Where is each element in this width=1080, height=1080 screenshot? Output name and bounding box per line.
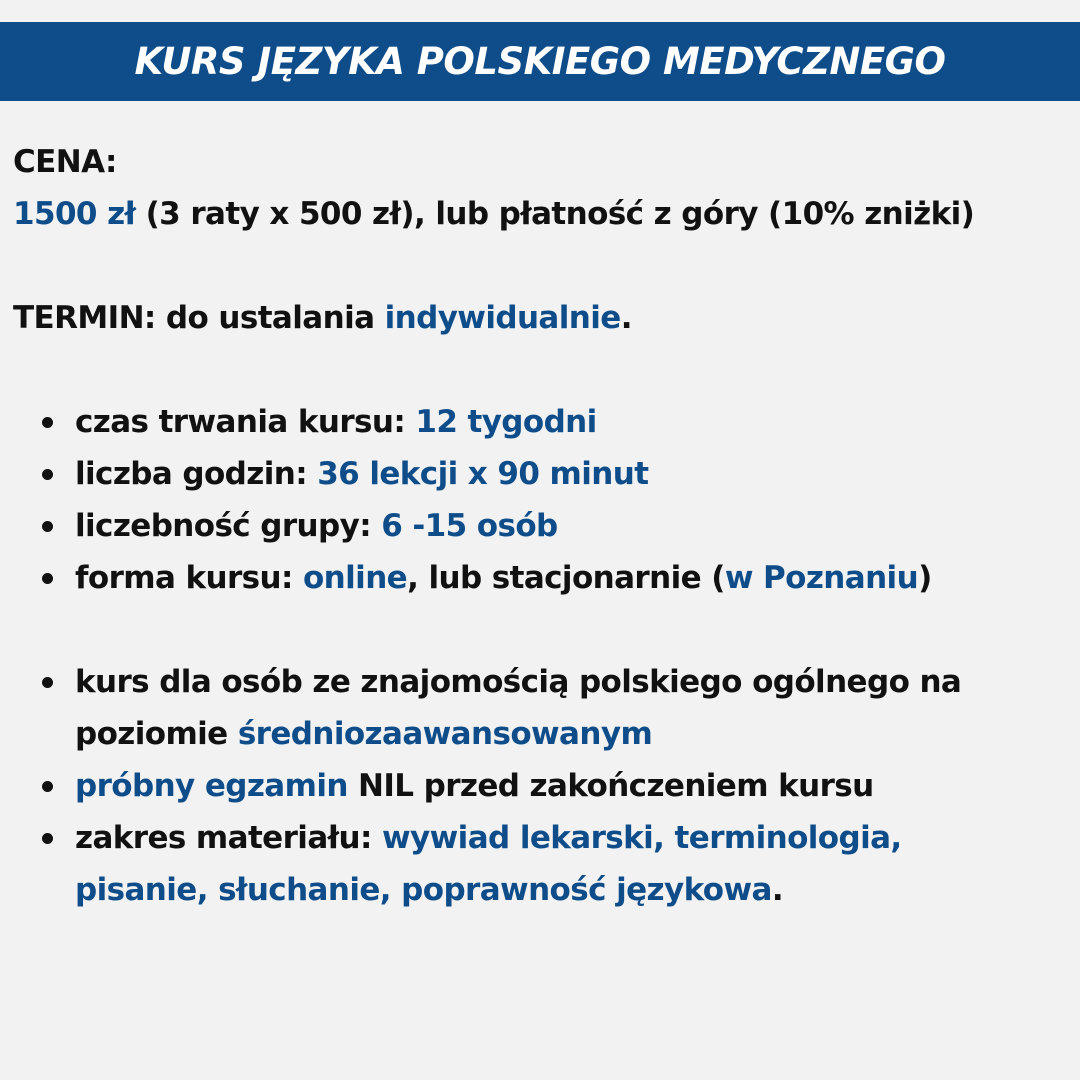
scope-line1 (75, 812, 1073, 864)
bullet-icon (42, 781, 53, 792)
details-list (13, 396, 1073, 604)
list-item-group (75, 500, 1073, 552)
term-value: indywidualnie (384, 300, 621, 336)
level-value: średniozaawansowanym (237, 716, 653, 752)
hours-label: liczba godzin: (75, 456, 318, 492)
list-item-hours (75, 448, 1073, 500)
scope-value-2: pisanie, słuchanie, poprawność językowa (75, 872, 772, 908)
duration-value: 12 tygodni (415, 404, 597, 440)
bullet-icon (42, 573, 53, 584)
bullet-icon (42, 417, 53, 428)
list-item-duration (75, 396, 1073, 448)
form-middle: , lub stacjonarnie ( (407, 560, 725, 596)
price-line (13, 188, 1073, 240)
hours-value: 36 lekcji x 90 minut (317, 456, 649, 492)
scope-label: zakres materiału: (75, 820, 382, 856)
price-label: CENA: (13, 144, 117, 180)
level-line1: kurs dla osób ze znajomością polskiego ogólnego na (75, 664, 962, 700)
bullet-icon (42, 469, 53, 480)
header-banner (0, 22, 1080, 101)
spacer (13, 344, 1073, 396)
form-online: online (302, 560, 408, 596)
exam-suffix: NIL przed zakończeniem kursu (347, 768, 874, 804)
duration-label: czas trwania kursu: (75, 404, 416, 440)
form-location: w Poznaniu (724, 560, 919, 596)
page-title: KURS JĘZYKA POLSKIEGO MEDYCZNEGO (134, 40, 946, 83)
level-line2 (75, 708, 1073, 760)
scope-value-1: wywiad lekarski, terminologia, (382, 820, 902, 856)
spacer (13, 604, 1073, 656)
price-details: (3 raty x 500 zł), lub płatność z góry (10% zniżki) (135, 196, 975, 232)
term-suffix: . (620, 300, 632, 336)
list-item-level (75, 656, 1073, 760)
exam-value: próbny egzamin (75, 768, 348, 804)
bullet-icon (42, 833, 53, 844)
list-item-exam (75, 760, 1073, 812)
scope-line2 (75, 864, 1073, 916)
bullet-icon (42, 677, 53, 688)
list-item-scope (75, 812, 1073, 916)
term-label: TERMIN: do ustalania (13, 300, 385, 336)
info-list (13, 656, 1073, 916)
group-value: 6 -15 osób (381, 508, 558, 544)
term-line (13, 292, 1073, 344)
bullet-icon (42, 521, 53, 532)
list-item-form (75, 552, 1073, 604)
course-info (13, 136, 1073, 916)
form-label: forma kursu: (75, 560, 303, 596)
scope-suffix: . (771, 872, 783, 908)
price-amount: 1500 zł (13, 196, 136, 232)
form-end: ) (918, 560, 932, 596)
level-prefix: poziomie (75, 716, 238, 752)
group-label: liczebność grupy: (75, 508, 382, 544)
spacer (13, 240, 1073, 292)
